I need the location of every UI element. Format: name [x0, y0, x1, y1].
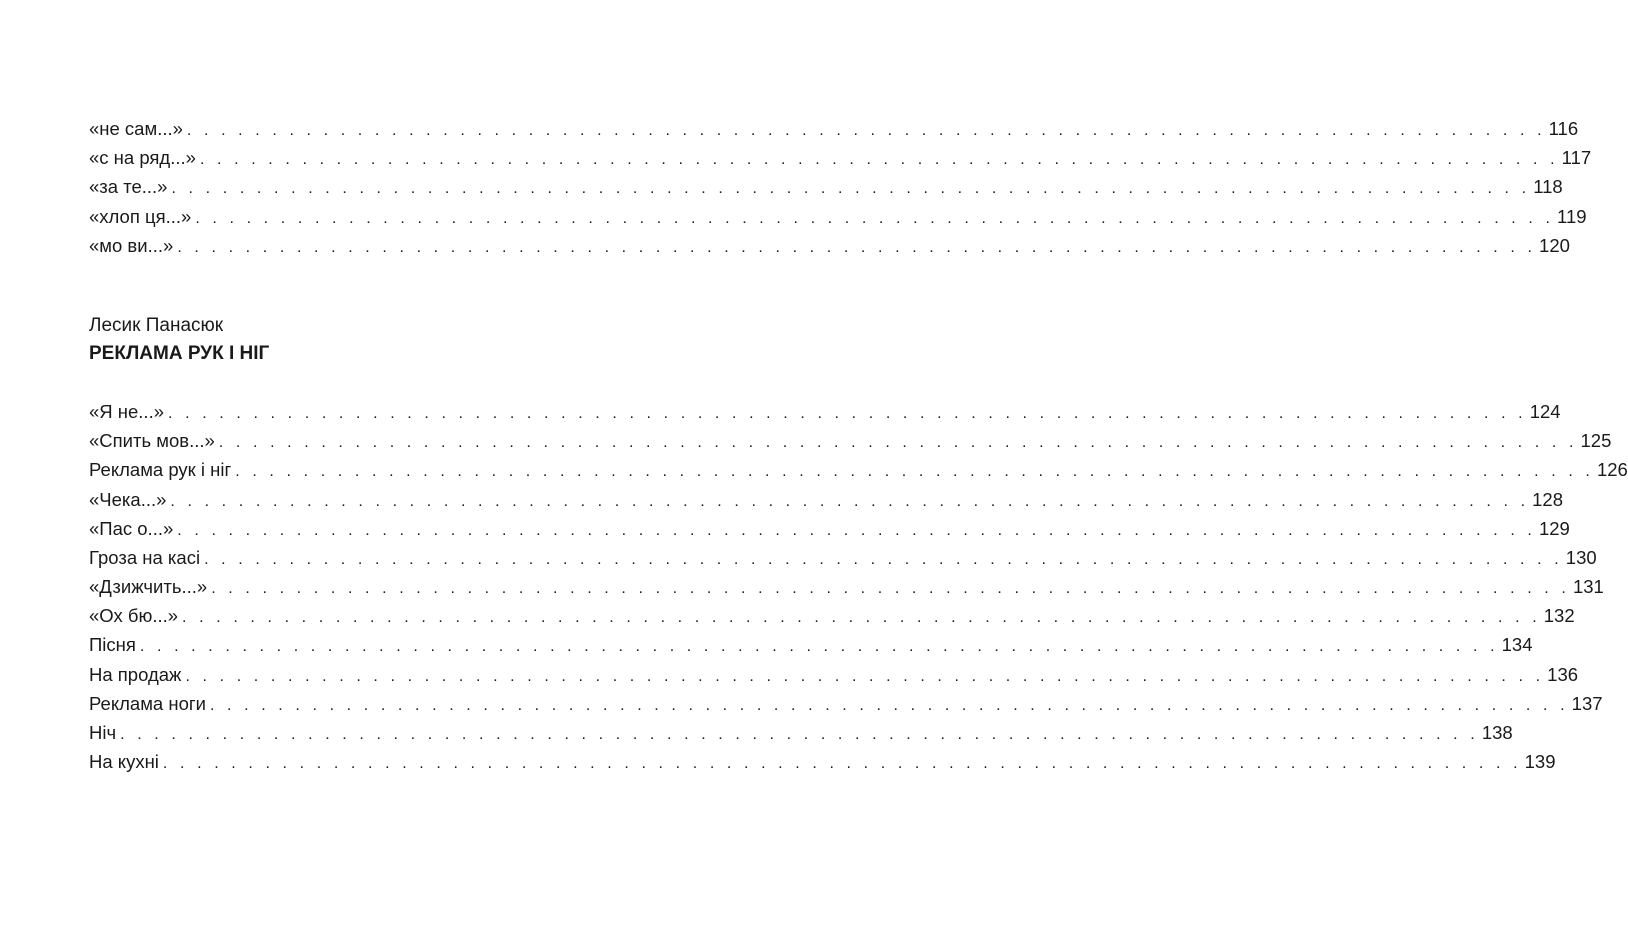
toc-entry[interactable]: [89, 455, 1628, 484]
toc-entry-title: Пісня: [89, 634, 136, 656]
toc-entry-title: Гроза на касі: [89, 546, 201, 568]
dot-leader: . . . . . . . . . . . . . . . . . . . . . . . . . . . . . . . . . . . . . . . . . . . . . . . . . . . . . . . . . . . . . . . . . . . . . . . . . . . . . . . .: [235, 463, 1594, 481]
toc-entry-page-number: 119: [1557, 205, 1587, 227]
dot-leader: . . . . . . . . . . . . . . . . . . . . . . . . . . . . . . . . . . . . . . . . . . . . . . . . . . . . . . . . . . . . . . . . . . . . . . . . . . . . . . . .: [199, 151, 1559, 169]
toc-entry-page-number: 139: [1524, 751, 1556, 773]
dot-leader: . . . . . . . . . . . . . . . . . . . . . . . . . . . . . . . . . . . . . . . . . . . . . . . . . . . . . . . . . . . . . . . . . . . . . . . . . . . . . . . .: [168, 404, 1527, 422]
toc-entry[interactable]: [89, 231, 1570, 260]
toc-entry-title: «хлоп ця...»: [89, 205, 192, 227]
toc-entry[interactable]: [89, 514, 1570, 543]
toc-entry[interactable]: [89, 543, 1597, 572]
toc-entry-title: «Спить мов...»: [89, 430, 215, 452]
toc-entry-page-number: 126: [1596, 459, 1628, 481]
dot-leader: . . . . . . . . . . . . . . . . . . . . . . . . . . . . . . . . . . . . . . . . . . . . . . . . . . . . . . . . . . . . . . . . . . . . . . . . . . . . . . . .: [204, 550, 1563, 568]
toc-entry[interactable]: [89, 202, 1587, 231]
toc-list-second: [89, 397, 1628, 776]
toc-entry[interactable]: [89, 660, 1579, 689]
toc-entry-title: Ніч: [89, 722, 117, 743]
toc-entry[interactable]: [89, 630, 1533, 659]
table-of-contents: [89, 114, 1628, 776]
toc-entry-page-number: 136: [1547, 663, 1579, 685]
dot-leader: . . . . . . . . . . . . . . . . . . . . . . . . . . . . . . . . . . . . . . . . . . . . . . . . . . . . . . . . . . . . . . . . . . . . . . . . . . . . . . . .: [211, 580, 1570, 598]
toc-entry-title: «Я не...»: [89, 400, 165, 422]
toc-entry-page-number: 125: [1580, 430, 1612, 452]
toc-entry-title: «Дзижчить...»: [89, 576, 208, 598]
toc-entry-title: «за те...»: [89, 176, 168, 198]
toc-entry[interactable]: [89, 172, 1563, 201]
toc-entry-page-number: 132: [1543, 605, 1575, 627]
toc-entry-page-number: 131: [1572, 576, 1604, 598]
toc-entry[interactable]: [89, 114, 1579, 143]
toc-entry-title: «Ох бю...»: [89, 605, 179, 627]
toc-entry-page-number: 129: [1538, 517, 1570, 539]
dot-leader: . . . . . . . . . . . . . . . . . . . . . . . . . . . . . . . . . . . . . . . . . . . . . . . . . . . . . . . . . . . . . . . . . . . . . . . . . . . . . . . .: [162, 755, 1522, 773]
section-header: [89, 312, 532, 368]
dot-leader: . . . . . . . . . . . . . . . . . . . . . . . . . . . . . . . . . . . . . . . . . . . . . . . . . . . . . . . . . . . . . . . . . . . . . . . . . . . . . . . .: [120, 726, 1479, 743]
dot-leader: . . . . . . . . . . . . . . . . . . . . . . . . . . . . . . . . . . . . . . . . . . . . . . . . . . . . . . . . . . . . . . . . . . . . . . . . . . . . . . . .: [186, 122, 1546, 139]
toc-entry-title: На кухні: [89, 751, 159, 773]
toc-entry-page-number: 134: [1501, 634, 1533, 656]
toc-entry[interactable]: [89, 485, 1563, 514]
toc-entry-page-number: 116: [1548, 118, 1579, 139]
toc-entry[interactable]: [89, 718, 1513, 747]
toc-entry-page-number: 137: [1571, 692, 1603, 714]
toc-entry[interactable]: [89, 397, 1561, 426]
toc-entry-page-number: 124: [1529, 400, 1561, 422]
toc-entry[interactable]: [89, 747, 1556, 776]
dot-leader: . . . . . . . . . . . . . . . . . . . . . . . . . . . . . . . . . . . . . . . . . . . . . . . . . . . . . . . . . . . . . . . . . . . . . . . . . . . . . . . .: [177, 238, 1537, 256]
dot-leader: . . . . . . . . . . . . . . . . . . . . . . . . . . . . . . . . . . . . . . . . . . . . . . . . . . . . . . . . . . . . . . . . . . . . . . . . . . . . . . . .: [177, 521, 1536, 539]
toc-list-first: [89, 114, 1592, 260]
toc-entry-page-number: 117: [1561, 147, 1592, 169]
toc-entry[interactable]: [89, 572, 1604, 601]
toc-entry-title: Реклама ноги: [89, 692, 206, 714]
toc-entry-page-number: 120: [1539, 234, 1570, 256]
section-title: РЕКЛАМА РУК І НІГ: [89, 342, 270, 364]
dot-leader: . . . . . . . . . . . . . . . . . . . . . . . . . . . . . . . . . . . . . . . . . . . . . . . . . . . . . . . . . . . . . . . . . . . . . . . . . . . . . . . .: [218, 434, 1578, 452]
dot-leader: . . . . . . . . . . . . . . . . . . . . . . . . . . . . . . . . . . . . . . . . . . . . . . . . . . . . . . . . . . . . . . . . . . . . . . . . . . . . . . . .: [185, 667, 1545, 685]
dot-leader: . . . . . . . . . . . . . . . . . . . . . . . . . . . . . . . . . . . . . . . . . . . . . . . . . . . . . . . . . . . . . . . . . . . . . . . . . . . . . . . .: [209, 696, 1569, 714]
toc-entry-title: «не сам...»: [89, 118, 183, 139]
toc-entry-title: «мо ви...»: [89, 234, 174, 256]
toc-entry-title: «с на ряд...»: [89, 147, 196, 169]
toc-entry[interactable]: [89, 601, 1575, 630]
toc-entry[interactable]: [89, 143, 1592, 172]
dot-leader: . . . . . . . . . . . . . . . . . . . . . . . . . . . . . . . . . . . . . . . . . . . . . . . . . . . . . . . . . . . . . . . . . . . . . . . . . . . . . . . .: [195, 209, 1555, 227]
dot-leader: . . . . . . . . . . . . . . . . . . . . . . . . . . . . . . . . . . . . . . . . . . . . . . . . . . . . . . . . . . . . . . . . . . . . . . . . . . . . . . . .: [139, 638, 1499, 656]
toc-entry-title: «Чека...»: [89, 488, 167, 510]
author-name: Лесик Панасюк: [89, 314, 224, 336]
toc-entry-title: Реклама рук і ніг: [89, 459, 232, 481]
toc-entry-page-number: 118: [1533, 176, 1563, 198]
dot-leader: . . . . . . . . . . . . . . . . . . . . . . . . . . . . . . . . . . . . . . . . . . . . . . . . . . . . . . . . . . . . . . . . . . . . . . . . . . . . . . . .: [182, 609, 1541, 627]
dot-leader: . . . . . . . . . . . . . . . . . . . . . . . . . . . . . . . . . . . . . . . . . . . . . . . . . . . . . . . . . . . . . . . . . . . . . . . . . . . . . . . .: [170, 492, 1530, 510]
toc-entry-page-number: 138: [1481, 722, 1513, 743]
toc-entry-page-number: 128: [1532, 488, 1563, 510]
toc-entry[interactable]: [89, 689, 1603, 718]
dot-leader: . . . . . . . . . . . . . . . . . . . . . . . . . . . . . . . . . . . . . . . . . . . . . . . . . . . . . . . . . . . . . . . . . . . . . . . . . . . . . . . .: [171, 180, 1531, 198]
toc-entry[interactable]: [89, 426, 1612, 455]
toc-entry-title: На продаж: [89, 663, 182, 685]
toc-entry-title: «Пас о...»: [89, 517, 174, 539]
toc-entry-page-number: 130: [1565, 546, 1597, 568]
